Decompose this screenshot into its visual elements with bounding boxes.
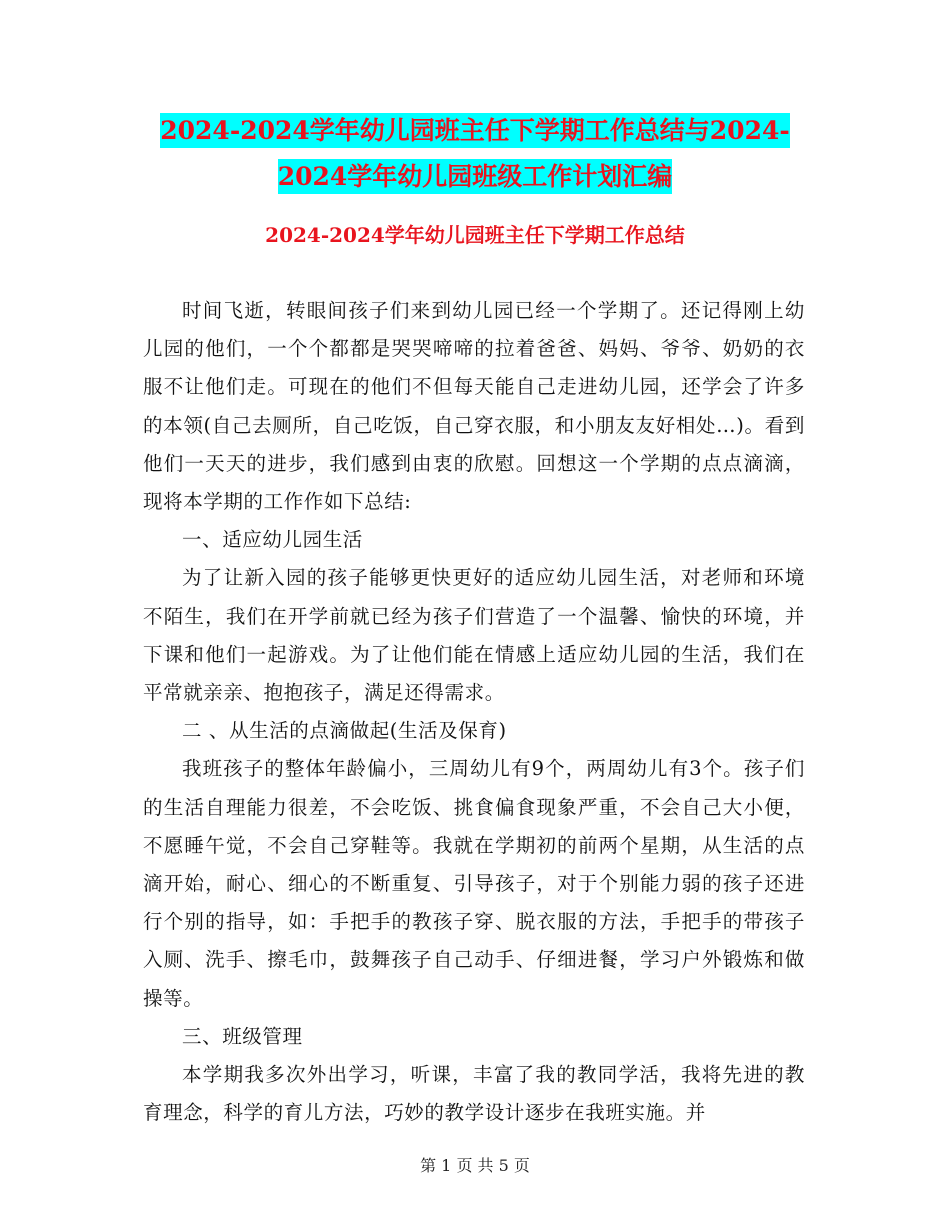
paragraph-adapt-kindergarten: 为了让新入园的孩子能够更快更好的适应幼儿园生活，对老师和环境不陌生，我们在开学前就已经为孩子们营造了一个温馨、愉快的环境，并下课和他们一起游戏。为了让他们能在情感上适应幼儿园的生活，我们在平常就亲亲、抱抱孩子，满足还得需求。 — [143, 566, 805, 705]
document-title-text: 2024-2024学年幼儿园班主任下学期工作总结与2024-2024学年幼儿园班级工作计划汇编 — [160, 113, 790, 194]
page-footer: 第 1 页 共 5 页 — [420, 1156, 530, 1175]
paragraph-intro: 时间飞逝，转眼间孩子们来到幼儿园已经一个学期了。还记得刚上幼儿园的他们，一个个都都是哭哭啼啼的拉着爸爸、妈妈、爷爷、奶奶的衣服不让他们走。可现在的他们不但每天能自己走进幼儿园，还学会了许多的本领(自己去厕所，自己吃饭，自己穿衣服，和小朋友友好相处…)。看到他们一天天的进步，我们感到由衷的欣慰。回想这一个学期的点点滴滴，现将本学期的工作作如下总结: — [143, 299, 805, 514]
heading-adapt-kindergarten: 一、适应幼儿园生活 — [182, 528, 363, 552]
document-body — [143, 292, 805, 1132]
section-title: 2024-2024学年幼儿园班主任下学期工作总结 — [265, 223, 685, 247]
document-title — [140, 108, 810, 200]
paragraph-class-management: 本学期我多次外出学习，听课，丰富了我的教同学活，我将先进的教育理念，科学的育儿方法，巧妙的教学设计逐步在我班实施。并 — [143, 1063, 805, 1125]
paragraph-daily-life: 我班孩子的整体年龄偏小，三周幼儿有9个，两周幼儿有3个。孩子们的生活自理能力很差，不会吃饭、挑食偏食现象严重，不会自己大小便，不愿睡午觉，不会自己穿鞋等。我就在学期初的前两个星期，从生活的点滴开始，耐心、细心的不断重复、引导孩子，对于个别能力弱的孩子还进行个别的指导，如：手把手的教孩子穿、脱衣服的方法，手把手的带孩子入厕、洗手、擦毛巾，鼓舞孩子自己动手、仔细进餐，学习户外锻炼和做操等。 — [143, 757, 805, 1010]
heading-class-management: 三、班级管理 — [182, 1024, 303, 1048]
heading-daily-life: 二 、从生活的点滴做起(生活及保育) — [182, 719, 507, 743]
